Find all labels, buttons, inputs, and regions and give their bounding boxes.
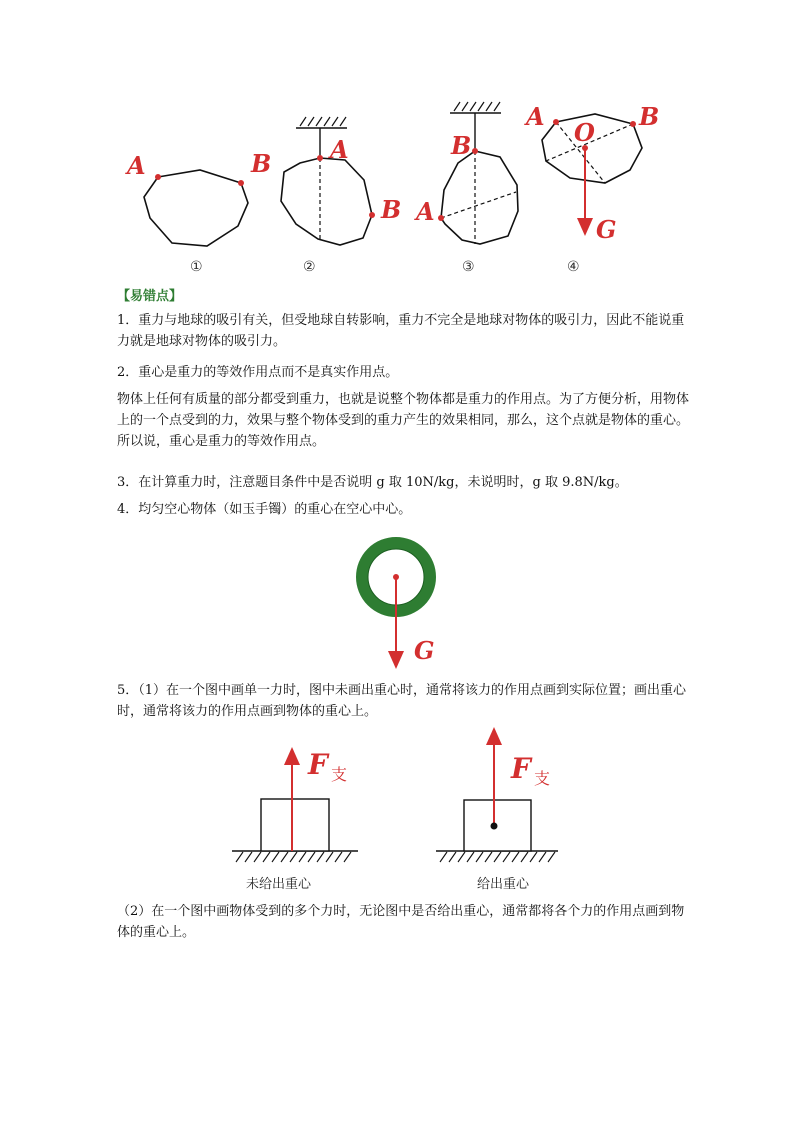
label-b-3: B — [451, 131, 472, 160]
caption-left: 未给出重心 — [246, 877, 312, 892]
point-a-3 — [438, 215, 444, 221]
label-a-3: A — [416, 197, 435, 226]
label-g-4: G — [596, 215, 617, 244]
point-5-2: （2）在一个图中画物体受到的多个力时，无论图中是否给出重心，通常都将各个力的作用点画到物体的重心上。 — [117, 904, 685, 940]
label-o-4: O — [574, 118, 595, 147]
ground-hatch-right — [440, 852, 555, 862]
point-4: 4．均匀空心物体（如玉手镯）的重心在空心中心。 — [117, 502, 412, 517]
caption-right: 给出重心 — [477, 877, 530, 892]
point-a-2 — [317, 155, 323, 161]
shape-3 — [441, 102, 518, 244]
point-b-3 — [472, 148, 478, 154]
label-b-1: B — [251, 149, 272, 178]
ground-hatch-left — [236, 852, 351, 862]
label-b-2: B — [381, 195, 402, 224]
shape-1 — [144, 170, 248, 246]
support-force-figure — [0, 720, 794, 895]
label-b-4: B — [639, 102, 660, 131]
label-a-1: A — [127, 151, 146, 180]
point-b-1 — [238, 180, 244, 186]
caption-4: ④ — [567, 259, 580, 275]
force-subscript-right: 支 — [534, 769, 551, 788]
label-a-2: A — [330, 135, 349, 164]
point-a-1 — [155, 174, 161, 180]
point-2-detail: 物体上任何有质量的部分都受到重力，也就是说整个物体都是重力的作用点。为了方便分析，用物体上的一个点受到的力，效果与整个物体受到的重力产生的效果相同，那么，这个点就是物体的重心。所以说，重心是重力的等效作用点。 — [117, 392, 690, 449]
point-2: 2．重心是重力的等效作用点而不是真实作用点。 — [117, 365, 399, 380]
ring-figure — [330, 525, 470, 675]
caption-3: ③ — [462, 259, 475, 275]
caption-1: ① — [190, 259, 203, 275]
force-subscript-left: 支 — [331, 765, 348, 784]
point-b-4 — [630, 121, 636, 127]
shape-2 — [281, 117, 372, 245]
force-label-right: F — [511, 752, 531, 785]
point-a-4 — [553, 119, 559, 125]
section-title: 【易错点】 — [117, 289, 183, 304]
caption-2: ② — [303, 259, 316, 275]
block-right — [436, 735, 558, 851]
center-of-gravity-figure — [0, 0, 794, 290]
point-5-1: 5．（1）在一个图中画单一力时，图中未画出重心时，通常将该力的作用点画到实际位置；画出重心时，通常将该力的作用点画到物体的重心上。 — [117, 683, 687, 719]
ring-label-g: G — [414, 636, 435, 665]
point-3: 3．在计算重力时，注意题目条件中是否说明 g 取 10N/kg，未说明时，g 取 9.8N/kg。 — [117, 475, 628, 490]
label-a-4: A — [526, 102, 545, 131]
point-1: 1．重力与地球的吸引有关，但受地球自转影响，重力不完全是地球对物体的吸引力，因此不能说重力就是地球对物体的吸引力。 — [117, 313, 685, 349]
point-b-2 — [369, 212, 375, 218]
force-label-left: F — [308, 748, 328, 781]
center-of-gravity-dot — [491, 823, 498, 830]
